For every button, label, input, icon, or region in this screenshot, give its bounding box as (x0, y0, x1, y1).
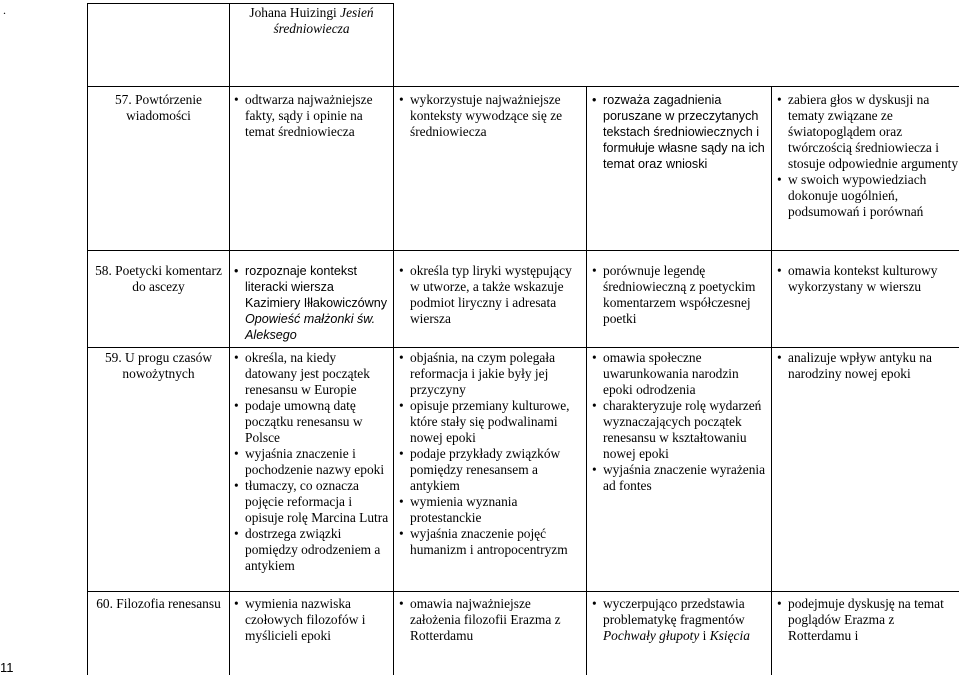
requirements-cell (774, 263, 959, 295)
topic-title: 57. Powtórzenie wiadomości (114, 92, 203, 123)
requirement-item: • rozważa zagadnienia poruszane w przeczytanych tekstach średniowiecznych i formułuje własne sądy na ich temat oraz wnioski (589, 92, 769, 172)
topic-cell (88, 596, 229, 612)
grid-line (393, 3, 394, 675)
requirement-item: • podejmuje dyskusję na temat poglądów Erazma z Rotterdamu i (774, 596, 959, 644)
requirement-item: • wyjaśnia znaczenie pojęć humanizm i antropocentryzm (396, 526, 584, 558)
requirements-cell (396, 263, 584, 327)
requirement-item: • rozpoznaje kontekst literacki wiersza Kazimiery Iłłakowiczówny Opowieść małżonki św. Aleksego (231, 263, 391, 343)
requirement-item: • odtwarza najważniejsze fakty, sądy i opinie na temat średniowiecza (231, 92, 391, 140)
grid-line (87, 591, 959, 592)
requirement-item: • omawia najważniejsze założenia filozofii Erazma z Rotterdamu (396, 596, 584, 644)
requirement-item: • wyjaśnia znaczenie wyrażenia ad fontes (589, 462, 769, 494)
requirement-item: • tłumaczy, co oznacza pojęcie reformacja i opisuje rolę Marcina Lutra (231, 478, 391, 526)
requirements-cell (774, 596, 959, 644)
work-title: Opowieść małżonki św. Aleksego (245, 312, 376, 342)
requirements-cell (231, 350, 391, 574)
requirement-item: • omawia kontekst kulturowy wykorzystany w wierszu (774, 263, 959, 295)
grid-line (229, 3, 230, 675)
requirement-item: • omawia społeczne uwarunkowania narodzin epoki odrodzenia (589, 350, 769, 398)
topic-cell (88, 92, 229, 124)
work-title: Księcia (709, 628, 750, 643)
requirements-cell (231, 92, 391, 140)
topic-title: 59. U progu czasów nowożytnych (104, 350, 213, 381)
grid-line (87, 250, 959, 251)
header-cell (230, 5, 393, 37)
requirements-cell (774, 92, 959, 220)
topic-cell (88, 263, 229, 295)
requirement-item: • wymienia nazwiska czołowych filozofów i myślicieli epoki (231, 596, 391, 644)
requirement-item: • w swoich wypowiedziach dokonuje uogólnień, podsumowań i porównań (774, 172, 959, 220)
top-mark: . (3, 3, 6, 17)
requirement-item: • zabiera głos w dyskusji na tematy związane ze światopoglądem oraz twórczością średniowiecza i stosuje odpowiednie argumenty (774, 92, 959, 172)
grid-line (586, 86, 587, 675)
header-title-word: średniowiecza (273, 21, 350, 36)
requirement-item: • analizuje wpływ antyku na narodziny nowej epoki (774, 350, 959, 382)
requirements-cell (589, 92, 769, 172)
grid-line (771, 86, 772, 675)
requirements-cell (589, 350, 769, 494)
requirement-item: • dostrzega związki pomiędzy odrodzeniem a antykiem (231, 526, 391, 574)
requirement-item: • wymienia wyznania protestanckie (396, 494, 584, 526)
requirements-cell (396, 350, 584, 558)
work-title: Pochwały głupoty (603, 628, 700, 643)
grid-line (87, 86, 959, 87)
requirements-cell (231, 596, 391, 644)
header-title-word: Jesień (340, 5, 374, 20)
requirement-item: • określa typ liryki występujący w utworze, a także wskazuje podmiot liryczny i adresata wiersza (396, 263, 584, 327)
requirement-item: • podaje umowną datę początku renesansu w Polsce (231, 398, 391, 446)
requirement-item: • objaśnia, na czym polegała reformacja i jakie były jej przyczyny (396, 350, 584, 398)
grid-line (87, 3, 394, 4)
topic-title: 60. Filozofia renesansu (96, 596, 221, 611)
requirements-cell (589, 596, 769, 644)
topic-cell (88, 350, 229, 382)
requirements-cell (231, 263, 391, 343)
requirement-item: • wykorzystuje najważniejsze konteksty wywodzące się ze średniowiecza (396, 92, 584, 140)
requirement-item: • wyczerpująco przedstawia problematykę fragmentów Pochwały głupoty i Księcia (589, 596, 769, 644)
requirement-item: • określa, na kiedy datowany jest początek renesansu w Europie (231, 350, 391, 398)
requirement-item: • charakteryzuje rolę wydarzeń wyznaczających początek renesansu w kształtowaniu nowej epoki (589, 398, 769, 462)
requirements-cell (396, 92, 584, 140)
requirements-cell (774, 350, 959, 382)
requirements-cell (396, 596, 584, 644)
grid-line (87, 347, 959, 348)
topic-title: 58. Poetycki komentarz do ascezy (95, 263, 222, 294)
requirement-item: • porównuje legendę średniowieczną z poetyckim komentarzem współczesnej poetki (589, 263, 769, 327)
header-author: Johana Huizingi (249, 5, 341, 20)
page-number: 11 (0, 660, 14, 675)
requirement-item: • opisuje przemiany kulturowe, które stały się podwalinami nowej epoki (396, 398, 584, 446)
requirements-cell (589, 263, 769, 327)
requirement-item: • wyjaśnia znaczenie i pochodzenie nazwy epoki (231, 446, 391, 478)
requirement-item: • podaje przykłady związków pomiędzy renesansem a antykiem (396, 446, 584, 494)
